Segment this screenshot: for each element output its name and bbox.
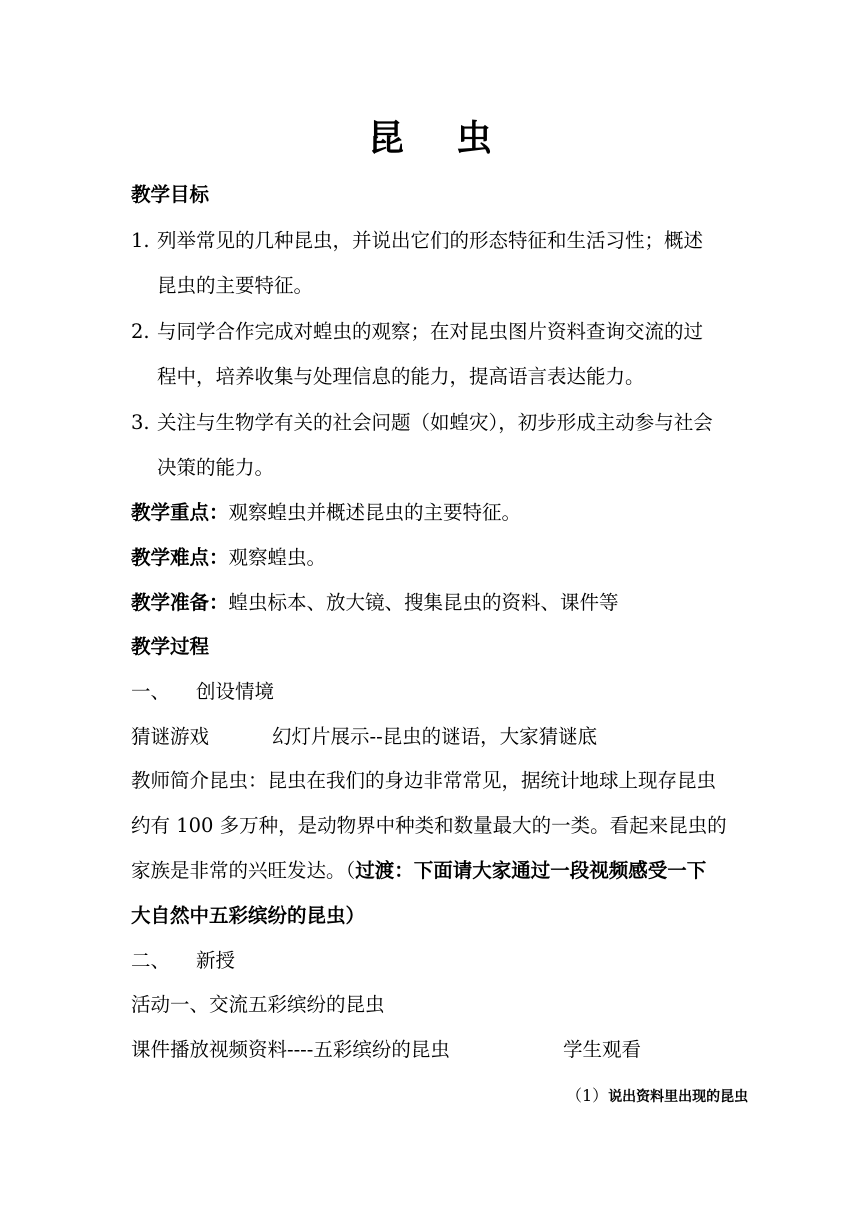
riddle-label: 猜谜游戏 [131,725,210,748]
intro-line3 [131,858,706,884]
objective-3-number: 3. [131,411,150,434]
objective-3-text: 关注与生物学有关的社会问题（如蝗灾），初步形成主动参与社会 [157,411,713,434]
objective-1-text: 列举常见的几种昆虫，并说出它们的形态特征和生活习性；概述 [157,229,704,252]
video-label: 课件播放视频资料----五彩缤纷的昆虫 [131,1038,450,1061]
intro-line4: 大自然中五彩缤纷的昆虫） [131,904,366,927]
task-1-text: 说出资料里出现的昆虫 [608,1089,749,1105]
intro-line3-plain: 家族是非常的兴旺发达。（ [131,859,356,882]
page-title: 昆虫 [367,117,544,159]
objective-2-line1 [131,319,703,345]
section-2-heading [131,948,235,974]
section-1-title: 创设情境 [196,680,275,703]
riddle-line [131,724,597,750]
key-point-label: 教学重点： [131,501,229,524]
difficulty-label: 教学难点： [131,546,229,569]
key-point-text: 观察蝗虫并概述昆虫的主要特征。 [228,501,522,524]
objective-2-number: 2. [131,320,150,343]
section-2-title: 新授 [196,949,236,972]
video-line [131,1037,641,1063]
objective-3-line2: 决策的能力。 [157,456,275,479]
intro-line1: 教师简介昆虫：昆虫在我们的身边非常常见，据统计地球上现存昆虫 [131,769,717,792]
difficulty [131,545,326,571]
section-1-number: 一、 [131,680,171,703]
objective-2-line2: 程中，培养收集与处理信息的能力，提高语言表达能力。 [157,365,645,388]
preparation [131,590,619,616]
objectives-heading: 教学目标 [131,183,210,206]
intro-line2: 约有 100 多万种，是动物界中种类和数量最大的一类。看起来昆虫的 [131,814,727,837]
objective-3-line1 [131,410,713,436]
riddle-text: 幻灯片展示--昆虫的谜语，大家猜谜底 [272,725,598,748]
key-point [131,500,521,526]
preparation-label: 教学准备： [131,591,229,614]
activity-1: 活动一、交流五彩缤纷的昆虫 [131,993,385,1016]
preparation-text: 蝗虫标本、放大镜、搜集昆虫的资料、课件等 [228,591,619,614]
objective-2-text: 与同学合作完成对蝗虫的观察；在对昆虫图片资料查询交流的过 [157,320,704,343]
difficulty-text: 观察蝗虫。 [228,546,327,569]
section-2-number: 二、 [131,949,171,972]
student-watch: 学生观看 [563,1038,642,1061]
transition-text: 过渡：下面请大家通过一段视频感受一下 [355,859,707,882]
objective-1-line2: 昆虫的主要特征。 [157,274,314,297]
section-1-heading [131,679,274,705]
objective-1-line1 [131,228,703,254]
process-heading: 教学过程 [131,635,210,658]
task-1-number: （1） [566,1086,609,1105]
task-1 [566,1085,748,1108]
objective-1-number: 1. [131,229,150,252]
